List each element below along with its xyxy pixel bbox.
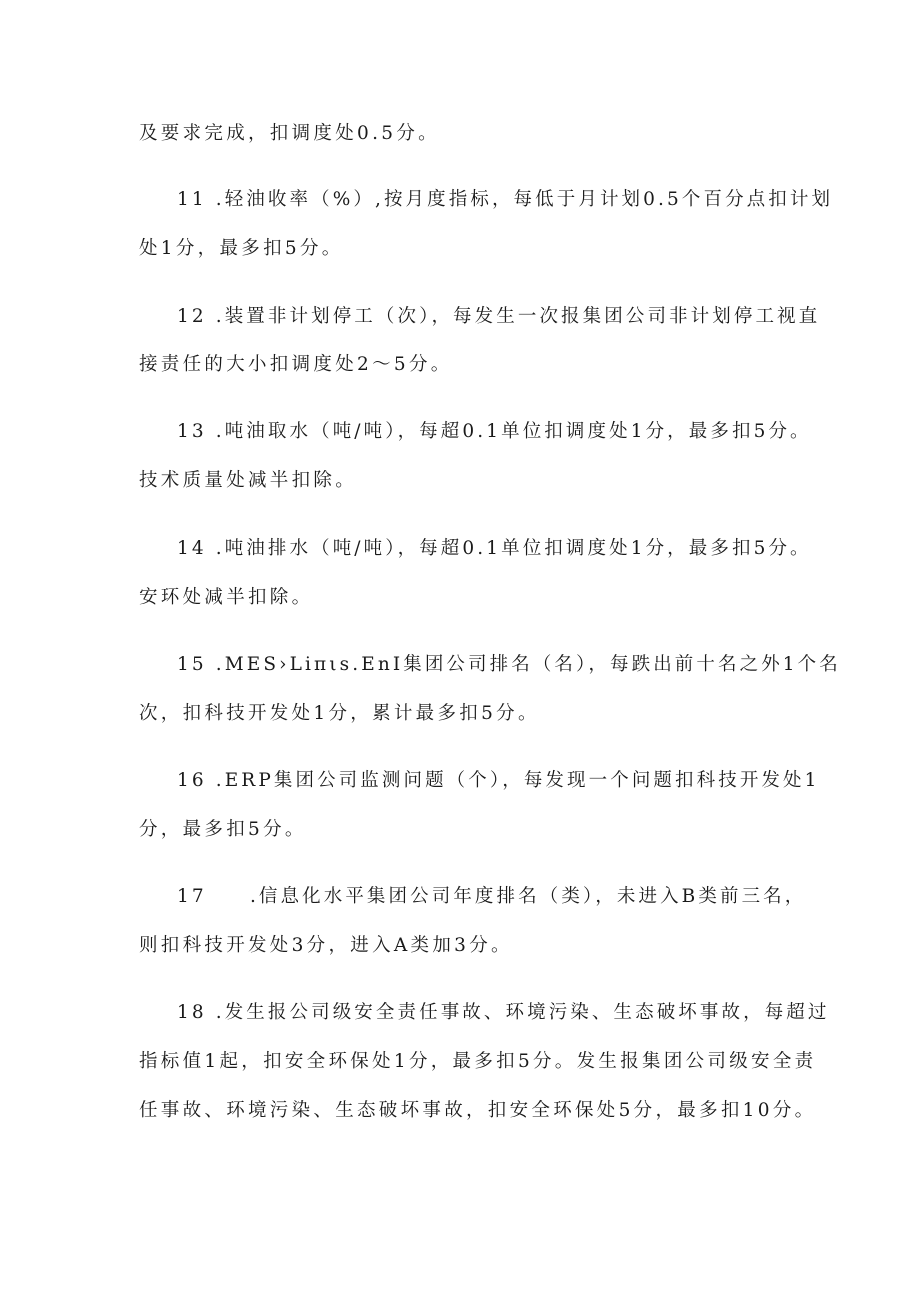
item-12-line-2: 接责任的大小扣调度处2～5分。 — [139, 354, 453, 375]
item-16-line-1: 16 .ERP集团公司监测问题（个），每发现一个问题扣科技开发处1 — [177, 770, 820, 791]
item-13-line-1: 13 .吨油取水（吨/吨），每超0.1单位扣调度处1分，最多扣5分。 — [177, 421, 812, 442]
item-15-line-2: 次，扣科技开发处1分，累计最多扣5分。 — [139, 703, 540, 724]
item-17-line-2: 则扣科技开发处3分，进入A类加3分。 — [139, 935, 513, 956]
item-14-line-1: 14 .吨油排水（吨/吨），每超0.1单位扣调度处1分，最多扣5分。 — [177, 538, 812, 559]
item-14-line-2: 安环处减半扣除。 — [139, 587, 314, 608]
item-17-line-1: 17 .信息化水平集团公司年度排名（类），未进入B类前三名， — [177, 886, 807, 907]
item-18-line-1: 18 .发生报公司级安全责任事故、环境污染、生态破坏事故，每超过 — [177, 1002, 830, 1023]
item-11-line-2: 处1分，最多扣5分。 — [139, 238, 344, 259]
continuation-line: 及要求完成，扣调度处0.5分。 — [139, 123, 440, 144]
item-13-line-2: 技术质量处减半扣除。 — [139, 470, 358, 491]
item-15-line-1: 15 .MES›Liπιs.EnI集团公司排名（名），每跌出前十名之外1个名 — [177, 654, 841, 675]
item-16-line-2: 分，最多扣5分。 — [139, 819, 307, 840]
item-18-line-3: 任事故、环境污染、生态破坏事故，扣安全环保处5分，最多扣10分。 — [139, 1100, 817, 1121]
item-18-line-2: 指标值1起，扣安全环保处1分，最多扣5分。发生报集团公司级安全责 — [139, 1051, 817, 1072]
item-12-line-1: 12 .装置非计划停工（次），每发生一次报集团公司非计划停工视直 — [177, 306, 821, 327]
item-11-line-1: 11 .轻油收率（%）,按月度指标，每低于月计划0.5个百分点扣计划 — [177, 189, 834, 210]
